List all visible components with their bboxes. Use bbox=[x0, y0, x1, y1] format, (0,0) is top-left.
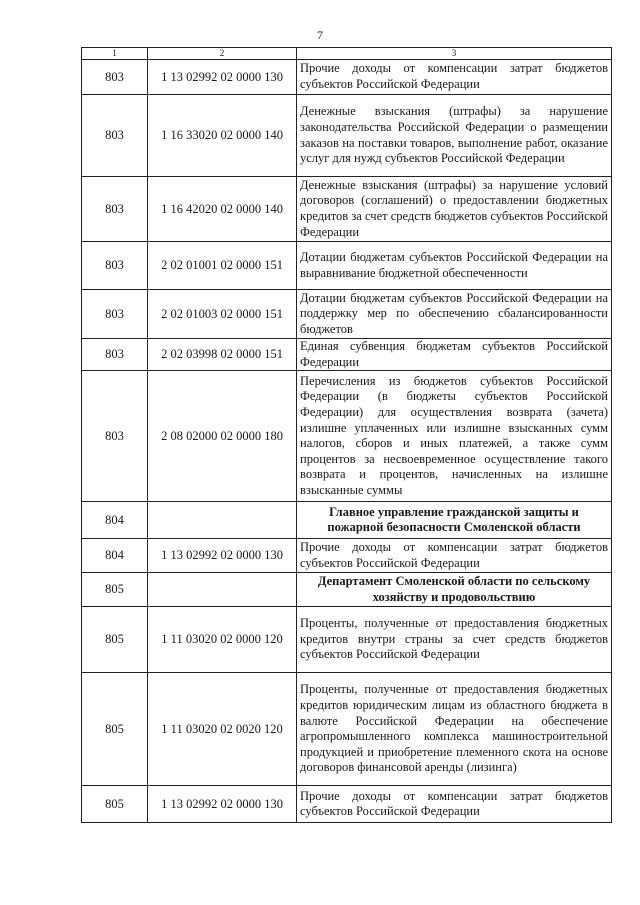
description-cell: Денежные взыскания (штрафы) за нарушение законодательства Российской Федерации о размещении заказов на поставки товаров, выполнение работ, оказание услуг для нужд субъектов Российской Федерации bbox=[297, 95, 612, 177]
budget-code-cell: 1 16 42020 02 0000 140 bbox=[148, 177, 297, 242]
description-cell: Прочие доходы от компенсации затрат бюджетов субъектов Российской Федерации bbox=[297, 539, 612, 573]
admin-code-cell: 804 bbox=[82, 539, 148, 573]
table-row bbox=[82, 607, 612, 673]
table-row bbox=[82, 371, 612, 502]
budget-classification-table bbox=[81, 47, 612, 823]
table-row bbox=[82, 786, 612, 823]
admin-code-cell: 803 bbox=[82, 60, 148, 95]
table-row bbox=[82, 339, 612, 371]
page-number: 7 bbox=[317, 28, 323, 42]
admin-code-cell: 805 bbox=[82, 786, 148, 823]
budget-code-cell: 1 13 02992 02 0000 130 bbox=[148, 539, 297, 573]
admin-code-cell: 803 bbox=[82, 177, 148, 242]
admin-code-cell: 803 bbox=[82, 95, 148, 177]
budget-code-cell: 1 13 02992 02 0000 130 bbox=[148, 786, 297, 823]
budget-code-cell: 1 11 03020 02 0020 120 bbox=[148, 673, 297, 786]
table-header-row bbox=[82, 48, 612, 60]
description-cell: Прочие доходы от компенсации затрат бюджетов субъектов Российской Федерации bbox=[297, 786, 612, 823]
admin-code-cell: 803 bbox=[82, 371, 148, 502]
description-cell: Дотации бюджетам субъектов Российской Федерации на поддержку мер по обеспечению сбалансированности бюджетов bbox=[297, 290, 612, 339]
budget-code-cell: 1 16 33020 02 0000 140 bbox=[148, 95, 297, 177]
description-cell: Денежные взыскания (штрафы) за нарушение условий договоров (соглашений) о предоставлении бюджетных кредитов за счет средств бюджетов субъектов Российской Федерации bbox=[297, 177, 612, 242]
department-heading-cell: Департамент Смоленской области по сельскому хозяйству и продовольствию bbox=[297, 573, 612, 607]
description-cell: Дотации бюджетам субъектов Российской Федерации на выравнивание бюджетной обеспеченности bbox=[297, 242, 612, 290]
table-row bbox=[82, 502, 612, 539]
table-row bbox=[82, 673, 612, 786]
admin-code-cell: 805 bbox=[82, 573, 148, 607]
description-cell: Проценты, полученные от предоставления бюджетных кредитов юридическим лицам из областного бюджета в валюте Российской Федерации на обеспечение агропромышленного комплекса машиностроительной продукцией и приобретение племенного скота на основе договоров финансовой аренды (лизинга) bbox=[297, 673, 612, 786]
budget-code-cell: 2 02 01003 02 0000 151 bbox=[148, 290, 297, 339]
table-row bbox=[82, 60, 612, 95]
table-row bbox=[82, 539, 612, 573]
description-cell: Проценты, полученные от предоставления бюджетных кредитов внутри страны за счет средств бюджетов субъектов Российской Федерации bbox=[297, 607, 612, 673]
budget-code-cell: 1 11 03020 02 0000 120 bbox=[148, 607, 297, 673]
admin-code-cell: 803 bbox=[82, 339, 148, 371]
table-row bbox=[82, 177, 612, 242]
budget-code-cell: 2 02 01001 02 0000 151 bbox=[148, 242, 297, 290]
description-cell: Единая субвенция бюджетам субъектов Российской Федерации bbox=[297, 339, 612, 371]
column-header: 1 bbox=[82, 48, 148, 60]
admin-code-cell: 803 bbox=[82, 290, 148, 339]
admin-code-cell: 805 bbox=[82, 607, 148, 673]
department-heading-cell: Главное управление гражданской защиты и пожарной безопасности Смоленской области bbox=[297, 502, 612, 539]
budget-code-cell bbox=[148, 573, 297, 607]
admin-code-cell: 805 bbox=[82, 673, 148, 786]
table-row bbox=[82, 290, 612, 339]
budget-code-cell: 2 02 03998 02 0000 151 bbox=[148, 339, 297, 371]
budget-code-cell: 1 13 02992 02 0000 130 bbox=[148, 60, 297, 95]
column-header: 3 bbox=[297, 48, 612, 60]
description-cell: Перечисления из бюджетов субъектов Российской Федерации (в бюджеты субъектов Российской Федерации) для осуществления возврата (зачета) излишне уплаченных или излишне взысканных сумм налогов, сборов и иных платежей, а также сумм процентов за несвоевременное осуществление такого возврата и процентов, начисленных на излишне взысканные суммы bbox=[297, 371, 612, 502]
column-header: 2 bbox=[148, 48, 297, 60]
admin-code-cell: 803 bbox=[82, 242, 148, 290]
description-cell: Прочие доходы от компенсации затрат бюджетов субъектов Российской Федерации bbox=[297, 60, 612, 95]
budget-code-cell bbox=[148, 502, 297, 539]
table-row bbox=[82, 573, 612, 607]
table-row bbox=[82, 95, 612, 177]
budget-code-cell: 2 08 02000 02 0000 180 bbox=[148, 371, 297, 502]
admin-code-cell: 804 bbox=[82, 502, 148, 539]
table-row bbox=[82, 242, 612, 290]
